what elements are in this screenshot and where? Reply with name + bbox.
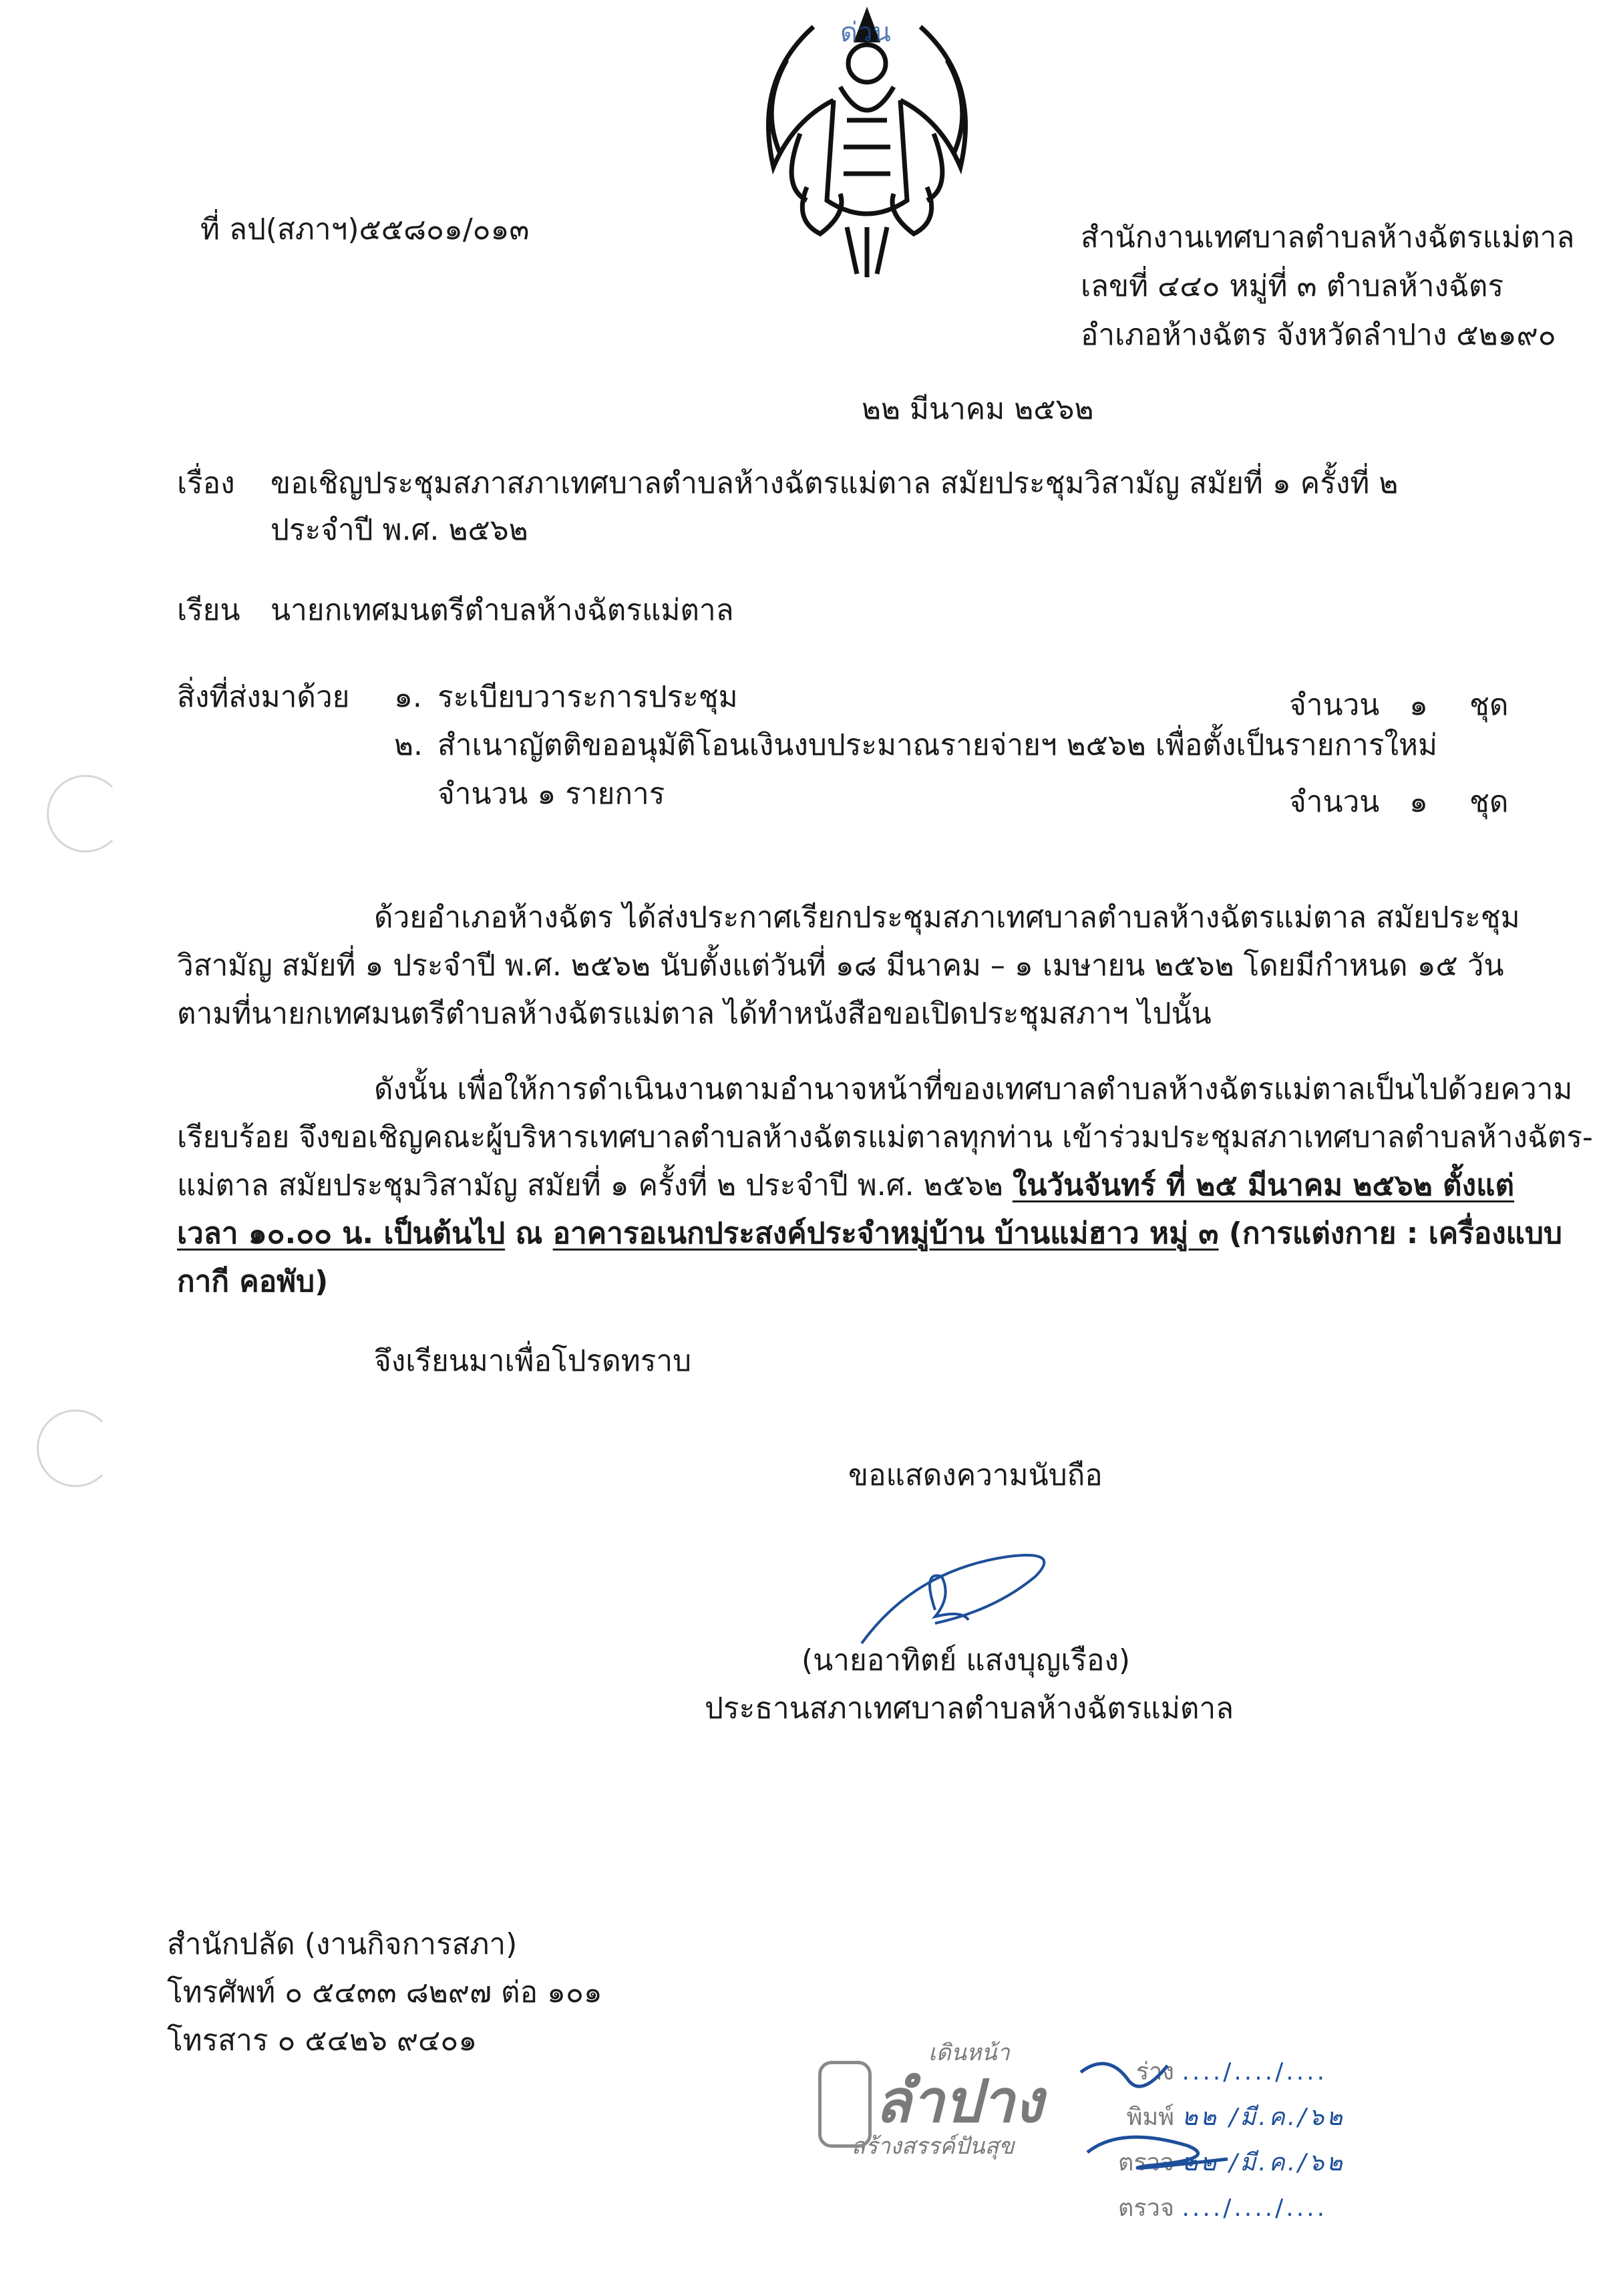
stamp-row-1-value: ..../..../.... <box>1182 2058 1328 2086</box>
letter-date: ๒๒ มีนาคม ๒๕๖๒ <box>862 392 1094 426</box>
closing-text: จึงเรียนมาเพื่อโปรดทราบ <box>374 1344 692 1378</box>
to-label: เรียน <box>177 593 240 627</box>
enclosure-2-unit: ชุด <box>1469 785 1509 819</box>
subject-line2: ประจำปี พ.ศ. ๒๕๖๒ <box>271 513 528 547</box>
enclosure-2-number: ๒. <box>394 728 423 762</box>
signer-title: ประธานสภาเทศบาลตำบลห้างฉัตรแม่ตาล <box>705 1691 1234 1726</box>
stamp-row-2-label: พิมพ์ <box>1126 2104 1174 2131</box>
enclosure-1-qty: ๑ <box>1409 688 1428 722</box>
lampang-logo <box>812 2034 1065 2168</box>
logo-figure-icon <box>818 2061 872 2148</box>
enclosure-1-qty-label: จำนวน <box>1289 688 1380 722</box>
paragraph-2-line4 <box>177 1216 1562 1252</box>
dress-code-end: กากี คอพับ) <box>177 1265 329 1299</box>
subject-line1: ขอเชิญประชุมสภาสภาเทศบาลตำบลห้างฉัตรแม่ตาล สมัยประชุมวิสามัญ สมัยที่ ๑ ครั้งที่ ๒ <box>271 466 1399 500</box>
logo-small-text: เดินหน้า <box>928 2039 1010 2066</box>
footer-phone: โทรศัพท์ ๐ ๕๔๓๓ ๘๒๙๗ ต่อ ๑๐๑ <box>167 1975 602 2009</box>
dress-code-start: (การแต่งกาย : เครื่องแบบ <box>1218 1216 1562 1251</box>
office-address-line3: อำเภอห้างฉัตร จังหวัดลำปาง ๕๒๑๙๐ <box>1081 318 1556 352</box>
stamp-row-3-label: ตรวจ <box>1117 2149 1174 2176</box>
paragraph-1-line1: ด้วยอำเภอห้างฉัตร ได้ส่งประกาศเรียกประชุมสภาเทศบาลตำบลห้างฉัตรแม่ตาล สมัยประชุม <box>374 900 1520 935</box>
stamp-row-3-value: ๒๒ /มี.ค./๖๒ <box>1182 2149 1345 2176</box>
logo-main-text: ลำปาง <box>875 2067 1043 2136</box>
routing-stamp <box>1067 2045 1548 2239</box>
enclosure-2-text: สำเนาญัตติขออนุมัติโอนเงินงบประมาณรายจ่ายฯ ๒๕๖๒ เพื่อตั้งเป็นรายการใหม่ <box>437 728 1437 762</box>
enclosure-1-number: ๑. <box>394 680 422 714</box>
reference-number: ที่ ลป(สภาฯ)๕๕๘๐๑/๐๑๓ <box>200 212 530 247</box>
paragraph-1-line2: วิสามัญ สมัยที่ ๑ ประจำปี พ.ศ. ๒๕๖๒ นับตั้งแต่วันที่ ๑๘ มีนาคม – ๑ เมษายน ๒๕๖๒ โดยมีกำหนด ๑๕ วัน <box>177 949 1504 983</box>
punch-hole-top <box>47 775 124 852</box>
subject-label: เรื่อง <box>177 466 235 500</box>
enclosure-2-text-cont: จำนวน ๑ รายการ <box>437 777 665 811</box>
stamp-row-4-value: ..../..../.... <box>1182 2194 1328 2222</box>
office-address-line1: สำนักงานเทศบาลตำบลห้างฉัตรแม่ตาล <box>1081 220 1575 255</box>
to-recipient: นายกเทศมนตรีตำบลห้างฉัตรแม่ตาล <box>271 593 734 627</box>
enclosure-2-qty-label: จำนวน <box>1289 785 1380 819</box>
footer-department: สำนักปลัด (งานกิจการสภา) <box>167 1927 518 1961</box>
paragraph-2-line2: เรียบร้อย จึงขอเชิญคณะผู้บริหารเทศบาลตำบลห้างฉัตรแม่ตาลทุกท่าน เข้าร่วมประชุมสภาเทศบาลตำบลห้างฉัตร- <box>177 1120 1593 1154</box>
stamp-row-4 <box>1081 2188 1327 2227</box>
regards-text: ขอแสดงความนับถือ <box>848 1458 1103 1492</box>
meeting-venue: อาคารอเนกประสงค์ประจำหมู่บ้าน บ้านแม่ฮาว หมู่ ๓ <box>552 1216 1219 1251</box>
stamp-row-1-label: ร่าง <box>1135 2058 1174 2086</box>
footer-fax: โทรสาร ๐ ๕๔๒๖ ๙๔๐๑ <box>167 2023 478 2058</box>
enclosure-1-unit: ชุด <box>1469 688 1509 722</box>
signer-name: (นายอาทิตย์ แสงบุญเรือง) <box>801 1643 1131 1677</box>
enclosures-label: สิ่งที่ส่งมาด้วย <box>177 680 350 714</box>
stamp-row-4-label: ตรวจ <box>1117 2194 1174 2222</box>
stamp-row-2-value: ๒๒ /มี.ค./๖๒ <box>1182 2104 1345 2131</box>
enclosure-2-qty: ๑ <box>1409 785 1428 819</box>
paragraph-2-line3-plain: แม่ตาล สมัยประชุมวิสามัญ สมัยที่ ๑ ครั้งที่ ๒ ประจำปี พ.ศ. ๒๕๖๒ <box>177 1168 1013 1202</box>
enclosure-1-text: ระเบียบวาระการประชุม <box>437 680 738 714</box>
paragraph-2-line3 <box>177 1168 1514 1204</box>
svg-text:ด่วน: ด่วน <box>840 17 891 48</box>
garuda-emblem <box>713 0 1021 287</box>
meeting-time: เวลา ๑๐.๐๐ น. เป็นต้นไป <box>177 1216 506 1251</box>
paragraph-2-line1: ดังนั้น เพื่อให้การดำเนินงานตามอำนาจหน้าที่ของเทศบาลตำบลห้างฉัตรแม่ตาลเป็นไปด้วยความ <box>374 1072 1573 1106</box>
initials-scribble <box>1067 2045 1268 2192</box>
office-address-line2: เลขที่ ๔๔๐ หมู่ที่ ๓ ตำบลห้างฉัตร <box>1081 269 1504 303</box>
logo-sub-text: สร้างสรรค์ปันสุข <box>852 2133 1015 2160</box>
meeting-date: ในวันจันทร์ ที่ ๒๕ มีนาคม ๒๕๖๒ ตั้งแต่ <box>1012 1168 1515 1202</box>
paragraph-1-line3: ตามที่นายกเทศมนตรีตำบลห้างฉัตรแม่ตาล ได้ทำหนังสือขอเปิดประชุมสภาฯ ไปนั้น <box>177 997 1212 1031</box>
punch-hole-bottom <box>37 1410 114 1487</box>
meeting-at: ณ <box>505 1216 553 1251</box>
